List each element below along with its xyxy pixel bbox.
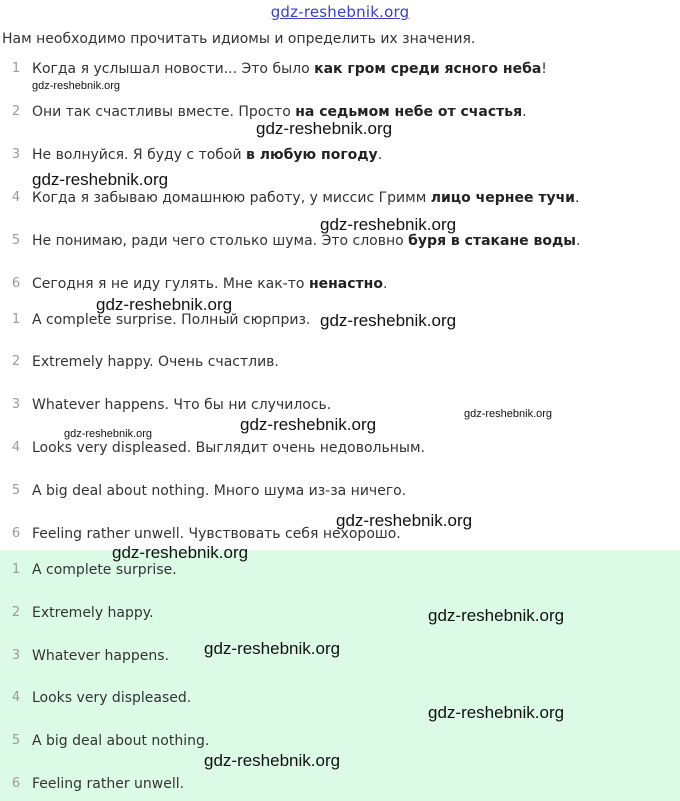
watermark: gdz-reshebnik.org — [32, 170, 169, 189]
item-number: 2 — [11, 605, 21, 620]
sentence-text: Когда я забываю домашнюю работу, у миссис Гримм лицо чернее тучи. — [32, 190, 580, 206]
translation-text: A big deal about nothing. Много шума из-за ничего. — [32, 483, 407, 499]
sentence-text: Когда я услышал новости... Это было как гром среди ясного неба! — [32, 61, 547, 77]
item-number: 4 — [11, 440, 21, 455]
sentence-text: Они так счастливы вместе. Просто на седьмом небе от счастья. — [32, 104, 527, 120]
answer-text: A complete surprise. — [32, 562, 177, 578]
sentence-text: Не волнуйся. Я буду с тобой в любую погоду. — [32, 147, 383, 163]
sentence-text: Сегодня я не иду гулять. Мне как-то ненастно. — [32, 276, 388, 292]
translation-text: Whatever happens. Что бы ни случилось. — [32, 397, 332, 413]
item-number: 1 — [11, 312, 21, 327]
translation-text: Looks very displeased. Выглядит очень недовольным. — [32, 440, 425, 456]
item-number: 4 — [11, 190, 21, 205]
watermark: gdz-reshebnik.org — [32, 80, 121, 92]
item-number: 4 — [11, 690, 21, 705]
answer-text: Extremely happy. — [32, 605, 154, 621]
item-number: 2 — [11, 354, 21, 369]
idiom: как гром среди ясного неба — [314, 61, 542, 77]
idiom: лицо чернее тучи — [430, 190, 575, 206]
item-number: 6 — [11, 776, 21, 791]
item-number: 1 — [11, 562, 21, 577]
item-number: 6 — [11, 276, 21, 291]
item-number: 2 — [11, 104, 21, 119]
item-number: 3 — [11, 147, 21, 162]
instruction-text: Нам необходимо прочитать идиомы и определить их значения. — [2, 31, 476, 47]
translation-text: A complete surprise. Полный сюрприз. — [32, 312, 311, 328]
answer-text: A big deal about nothing. — [32, 733, 210, 749]
watermark: gdz-reshebnik.org — [464, 408, 553, 420]
sentence-text: Не понимаю, ради чего столько шума. Это словно буря в стакане воды. — [32, 233, 581, 249]
watermark: gdz-reshebnik.org — [64, 428, 153, 440]
watermark: gdz-reshebnik.org — [320, 215, 457, 234]
item-number: 1 — [11, 61, 21, 76]
watermark: gdz-reshebnik.org — [96, 295, 233, 314]
watermark: gdz-reshebnik.org — [204, 751, 341, 770]
idiom: на седьмом небе от счастья — [295, 104, 523, 120]
answer-text: Whatever happens. — [32, 648, 169, 664]
watermark: gdz-reshebnik.org — [256, 119, 393, 138]
translation-text: Feeling rather unwell. Чувствовать себя нехорошо. — [32, 526, 401, 542]
idiom: в любую погоду — [246, 147, 378, 163]
item-number: 6 — [11, 526, 21, 541]
watermark: gdz-reshebnik.org — [428, 606, 565, 625]
translation-text: Extremely happy. Очень счастлив. — [32, 354, 279, 370]
item-number: 3 — [11, 648, 21, 663]
item-number: 5 — [11, 733, 21, 748]
item-number: 5 — [11, 233, 21, 248]
item-number: 3 — [11, 397, 21, 412]
watermark: gdz-reshebnik.org — [112, 543, 249, 562]
watermark: gdz-reshebnik.org — [240, 415, 377, 434]
answer-text: Looks very displeased. — [32, 690, 192, 706]
watermark: gdz-reshebnik.org — [204, 639, 341, 658]
idiom: ненастно — [308, 276, 383, 292]
watermark: gdz-reshebnik.org — [320, 311, 457, 330]
item-number: 5 — [11, 483, 21, 498]
answer-text: Feeling rather unwell. — [32, 776, 185, 792]
idiom: буря в стакане воды — [408, 233, 576, 249]
watermark: gdz-reshebnik.org — [336, 511, 473, 530]
site-title-link[interactable]: gdz-reshebnik.org — [270, 3, 410, 21]
watermark: gdz-reshebnik.org — [428, 703, 565, 722]
